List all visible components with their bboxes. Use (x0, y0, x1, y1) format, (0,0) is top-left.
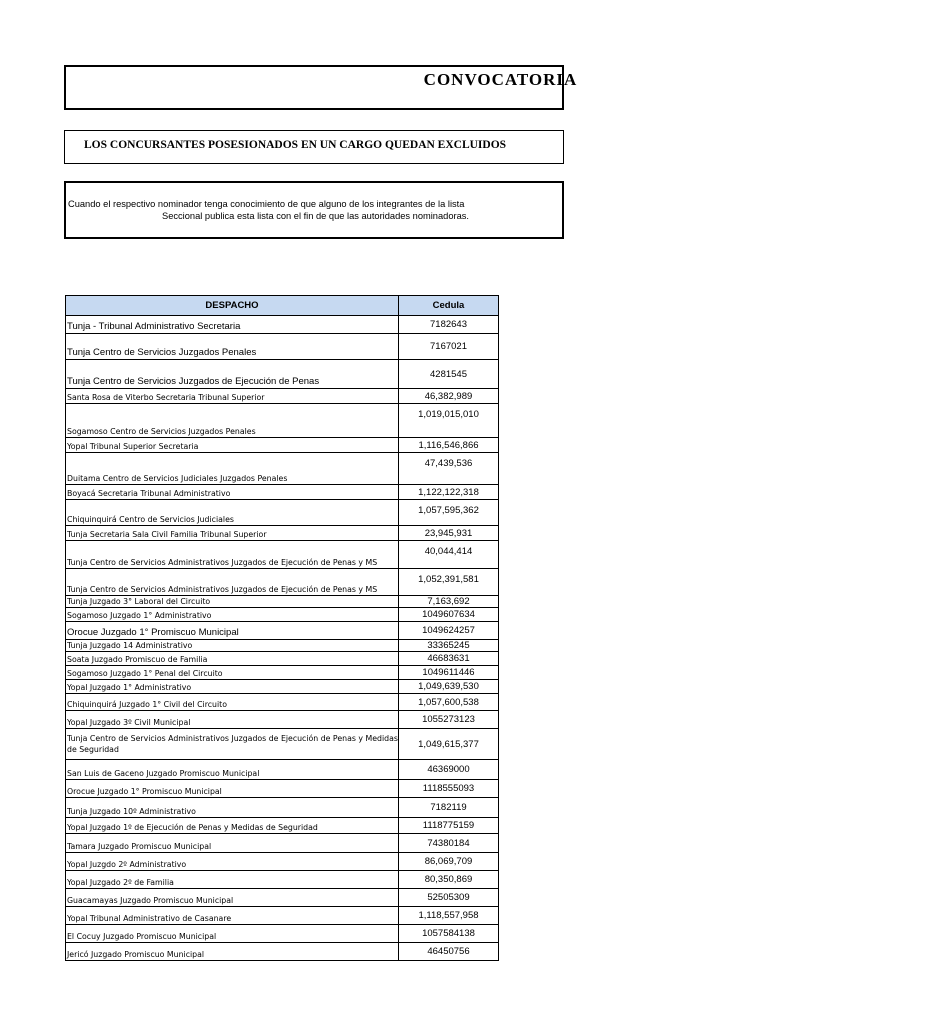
paragraph-line-1: Cuando el respectivo nominador tenga conocimiento de que alguno de los integrantes de la lista (68, 199, 465, 209)
despacho-cell: Tunja Centro de Servicios Administrativos Juzgados de Ejecución de Penas y Medidas de Seguridad (66, 729, 399, 760)
paragraph-line-2: Seccional publica esta lista con el fin de que las autoridades nominadoras. (162, 211, 469, 221)
despacho-cell: Boyacá Secretaria Tribunal Administrativo (66, 485, 399, 500)
cedula-cell: 1,049,639,530 (399, 680, 499, 694)
table-row (66, 780, 499, 798)
table-row (66, 834, 499, 853)
cedula-cell: 46683631 (399, 652, 499, 666)
table-row (66, 760, 499, 780)
table-row (66, 853, 499, 871)
table-row (66, 798, 499, 818)
table-row (66, 541, 499, 569)
cedula-cell: 7167021 (399, 334, 499, 360)
cedula-cell: 1,019,015,010 (399, 404, 499, 438)
table-row (66, 925, 499, 943)
cedula-cell: 52505309 (399, 889, 499, 907)
title-box (64, 65, 578, 110)
table-row (66, 943, 499, 961)
despacho-cell: Sogamoso Centro de Servicios Juzgados Penales (66, 404, 399, 438)
cedula-cell: 1,052,391,581 (399, 569, 499, 596)
despacho-cell: Tunja Juzgado 14 Administrativo (66, 640, 399, 652)
despacho-cell: Soata Juzgado Promiscuo de Familia (66, 652, 399, 666)
despacho-cell: Yopal Juzgdo 2º Administrativo (66, 853, 399, 871)
table-row (66, 596, 499, 608)
table-row (66, 680, 499, 694)
cedula-cell: 1118555093 (399, 780, 499, 798)
cedula-cell: 46369000 (399, 760, 499, 780)
table-row (66, 889, 499, 907)
cedula-cell: 33365245 (399, 640, 499, 652)
table-row (66, 608, 499, 622)
despacho-cell: Yopal Juzgado 1° Administrativo (66, 680, 399, 694)
despacho-cell: Yopal Juzgado 1º de Ejecución de Penas y Medidas de Seguridad (66, 818, 399, 834)
cedula-cell: 4281545 (399, 360, 499, 389)
cedula-cell: 46450756 (399, 943, 499, 961)
cedula-cell: 74380184 (399, 834, 499, 853)
cedula-cell: 1,118,557,958 (399, 907, 499, 925)
table-row (66, 453, 499, 485)
cedula-cell: 7182643 (399, 316, 499, 334)
table-row (66, 569, 499, 596)
paragraph-box (64, 181, 564, 239)
table-row (66, 666, 499, 680)
despacho-cell: Tunja Centro de Servicios Administrativos Juzgados de Ejecución de Penas y MS (66, 541, 399, 569)
cedula-cell: 47,439,536 (399, 453, 499, 485)
table-row (66, 500, 499, 526)
cedula-cell: 1,057,600,538 (399, 694, 499, 711)
despacho-cell: Tunja Juzgado 3° Laboral del Circuito (66, 596, 399, 608)
cedula-cell: 7182119 (399, 798, 499, 818)
despacho-cell: Guacamayas Juzgado Promiscuo Municipal (66, 889, 399, 907)
table-row (66, 389, 499, 404)
table-row (66, 652, 499, 666)
table-row (66, 316, 499, 334)
despacho-cell: Yopal Juzgado 2º de Familia (66, 871, 399, 889)
despacho-cell: El Cocuy Juzgado Promiscuo Municipal (66, 925, 399, 943)
table-row (66, 404, 499, 438)
table-row (66, 485, 499, 500)
despacho-cell: Duitama Centro de Servicios Judiciales Juzgados Penales (66, 453, 399, 485)
cedula-cell: 23,945,931 (399, 526, 499, 541)
despacho-cell: Tamara Juzgado Promiscuo Municipal (66, 834, 399, 853)
cedula-cell: 7,163,692 (399, 596, 499, 608)
cedula-cell: 1049624257 (399, 622, 499, 640)
cedula-cell: 1,049,615,377 (399, 729, 499, 760)
despacho-cell: Tunja Juzgado 10º Administrativo (66, 798, 399, 818)
exclusion-notice: LOS CONCURSANTES POSESIONADOS EN UN CARGO QUEDAN EXCLUIDOS (84, 139, 507, 151)
table-row (66, 526, 499, 541)
despacho-table (65, 295, 499, 961)
cedula-cell: 40,044,414 (399, 541, 499, 569)
table-row (66, 694, 499, 711)
table-row (66, 818, 499, 834)
table-row (66, 438, 499, 453)
table-row (66, 871, 499, 889)
despacho-cell: Yopal Tribunal Superior Secretaria (66, 438, 399, 453)
despacho-cell: Sogamoso Juzgado 1° Administrativo (66, 608, 399, 622)
cedula-cell: 1118775159 (399, 818, 499, 834)
despacho-cell: Orocue Juzgado 1° Promiscuo Municipal (66, 780, 399, 798)
cedula-cell: 1049611446 (399, 666, 499, 680)
table-row (66, 711, 499, 729)
notice-box (64, 130, 564, 164)
despacho-cell: Tunja Centro de Servicios Juzgados de Ejecución de Penas (66, 360, 399, 389)
cedula-cell: 1,116,546,866 (399, 438, 499, 453)
cedula-cell: 46,382,989 (399, 389, 499, 404)
column-header-cedula: Cedula (399, 296, 499, 316)
cedula-cell: 80,350,869 (399, 871, 499, 889)
despacho-cell: Chiquinquirá Juzgado 1° Civil del Circuito (66, 694, 399, 711)
despacho-cell: Sogamoso Juzgado 1° Penal del Circuito (66, 666, 399, 680)
despacho-cell: Yopal Tribunal Administrativo de Casanare (66, 907, 399, 925)
despacho-cell: Jericó Juzgado Promiscuo Municipal (66, 943, 399, 961)
despacho-cell: San Luis de Gaceno Juzgado Promiscuo Municipal (66, 760, 399, 780)
cedula-cell: 1,122,122,318 (399, 485, 499, 500)
table-row (66, 334, 499, 360)
despacho-cell: Tunja Centro de Servicios Juzgados Penales (66, 334, 399, 360)
cedula-cell: 86,069,709 (399, 853, 499, 871)
despacho-cell: Orocue Juzgado 1° Promiscuo Municipal (66, 622, 399, 640)
column-header-despacho: DESPACHO (66, 296, 399, 316)
cedula-cell: 1055273123 (399, 711, 499, 729)
cedula-cell: 1049607634 (399, 608, 499, 622)
despacho-cell: Tunja Centro de Servicios Administrativos Juzgados de Ejecución de Penas y MS (66, 569, 399, 596)
table-row (66, 640, 499, 652)
despacho-cell: Yopal Juzgado 3º Civil Municipal (66, 711, 399, 729)
despacho-cell: Santa Rosa de Viterbo Secretaria Tribunal Superior (66, 389, 399, 404)
despacho-cell: Tunja Secretaria Sala Civil Familia Tribunal Superior (66, 526, 399, 541)
cedula-cell: 1,057,595,362 (399, 500, 499, 526)
table-header-row (66, 296, 499, 316)
page-title: CONVOCATORIA (423, 70, 578, 89)
table-row (66, 729, 499, 760)
table-row (66, 622, 499, 640)
despacho-cell: Chiquinquirá Centro de Servicios Judiciales (66, 500, 399, 526)
table-row (66, 907, 499, 925)
despacho-cell: Tunja - Tribunal Administrativo Secretaria (66, 316, 399, 334)
table-row (66, 360, 499, 389)
cedula-cell: 1057584138 (399, 925, 499, 943)
